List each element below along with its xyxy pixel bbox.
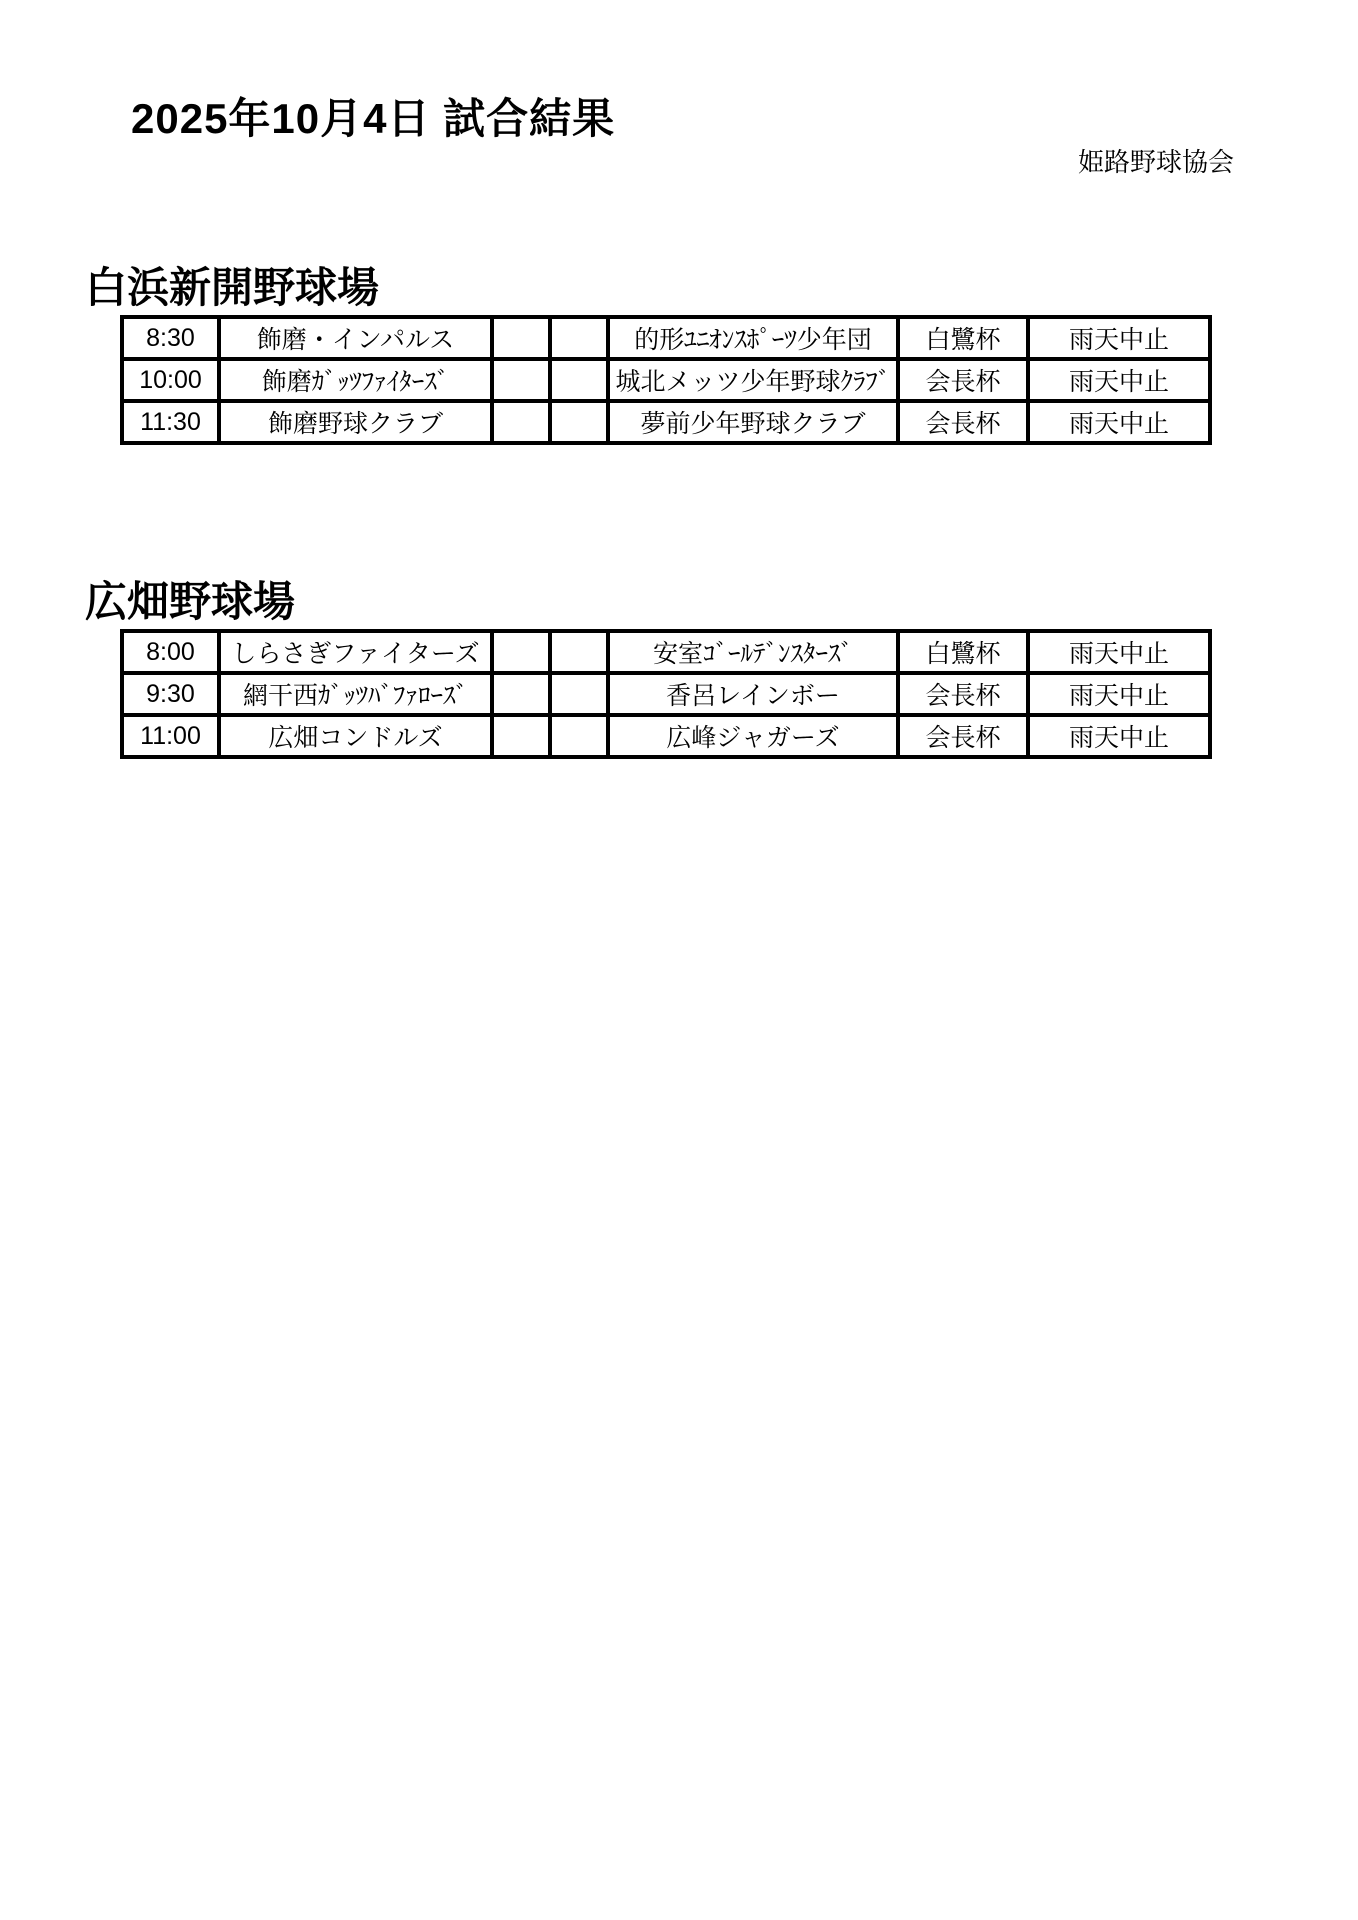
home-score-cell — [492, 673, 550, 715]
home-score-cell — [492, 317, 550, 359]
tournament-name: 会長杯 — [898, 401, 1028, 443]
home-score-cell — [492, 715, 550, 757]
home-team: 飾磨ｶﾞｯﾂﾌｧｲﾀｰｽﾞ — [219, 359, 492, 401]
game-row — [122, 317, 1210, 359]
tournament-name: 会長杯 — [898, 359, 1028, 401]
page-title: 2025年10月4日 試合結果 — [131, 95, 616, 142]
away-score-cell — [550, 317, 608, 359]
game-result: 雨天中止 — [1028, 317, 1210, 359]
game-result: 雨天中止 — [1028, 715, 1210, 757]
away-team: 広峰ジャガーズ — [608, 715, 898, 757]
home-score-cell — [492, 401, 550, 443]
game-row — [122, 359, 1210, 401]
venue-section-shirahama-shinkai — [85, 264, 1212, 445]
venue-name: 広畑野球場 — [85, 578, 296, 625]
tournament-name: 白鷺杯 — [898, 317, 1028, 359]
organization-name: 姫路野球協会 — [1077, 147, 1234, 177]
away-team: 城北メッツ少年野球ｸﾗﾌﾞ — [608, 359, 898, 401]
game-time: 9:30 — [122, 673, 219, 715]
home-team: 網干西ｶﾞｯﾂﾊﾞﾌｧﾛｰｽﾞ — [219, 673, 492, 715]
away-score-cell — [550, 673, 608, 715]
game-result: 雨天中止 — [1028, 359, 1210, 401]
venue-name: 白浜新開野球場 — [85, 264, 380, 311]
tournament-name: 白鷺杯 — [898, 631, 1028, 673]
away-score-cell — [550, 359, 608, 401]
home-team: 広畑コンドルズ — [219, 715, 492, 757]
tournament-name: 会長杯 — [898, 673, 1028, 715]
game-result: 雨天中止 — [1028, 631, 1210, 673]
home-score-cell — [492, 631, 550, 673]
game-row — [122, 673, 1210, 715]
home-team: 飾磨野球クラブ — [219, 401, 492, 443]
game-result: 雨天中止 — [1028, 401, 1210, 443]
game-time: 8:00 — [122, 631, 219, 673]
game-row — [122, 715, 1210, 757]
game-time: 10:00 — [122, 359, 219, 401]
games-table — [120, 315, 1212, 445]
away-team: 安室ｺﾞｰﾙﾃﾞﾝｽﾀｰｽﾞ — [608, 631, 898, 673]
game-result: 雨天中止 — [1028, 673, 1210, 715]
away-score-cell — [550, 715, 608, 757]
game-row — [122, 401, 1210, 443]
game-time: 11:30 — [122, 401, 219, 443]
home-team: しらさぎファイターズ — [219, 631, 492, 673]
home-score-cell — [492, 359, 550, 401]
away-score-cell — [550, 401, 608, 443]
home-team: 飾磨・インパルス — [219, 317, 492, 359]
tournament-name: 会長杯 — [898, 715, 1028, 757]
game-row — [122, 631, 1210, 673]
game-time: 11:00 — [122, 715, 219, 757]
away-team: 的形ﾕﾆｵﾝｽﾎﾟｰﾂ少年団 — [608, 317, 898, 359]
away-score-cell — [550, 631, 608, 673]
game-time: 8:30 — [122, 317, 219, 359]
games-table — [120, 629, 1212, 759]
away-team: 香呂レインボー — [608, 673, 898, 715]
away-team: 夢前少年野球クラブ — [608, 401, 898, 443]
venue-section-hirohata — [85, 578, 1212, 759]
